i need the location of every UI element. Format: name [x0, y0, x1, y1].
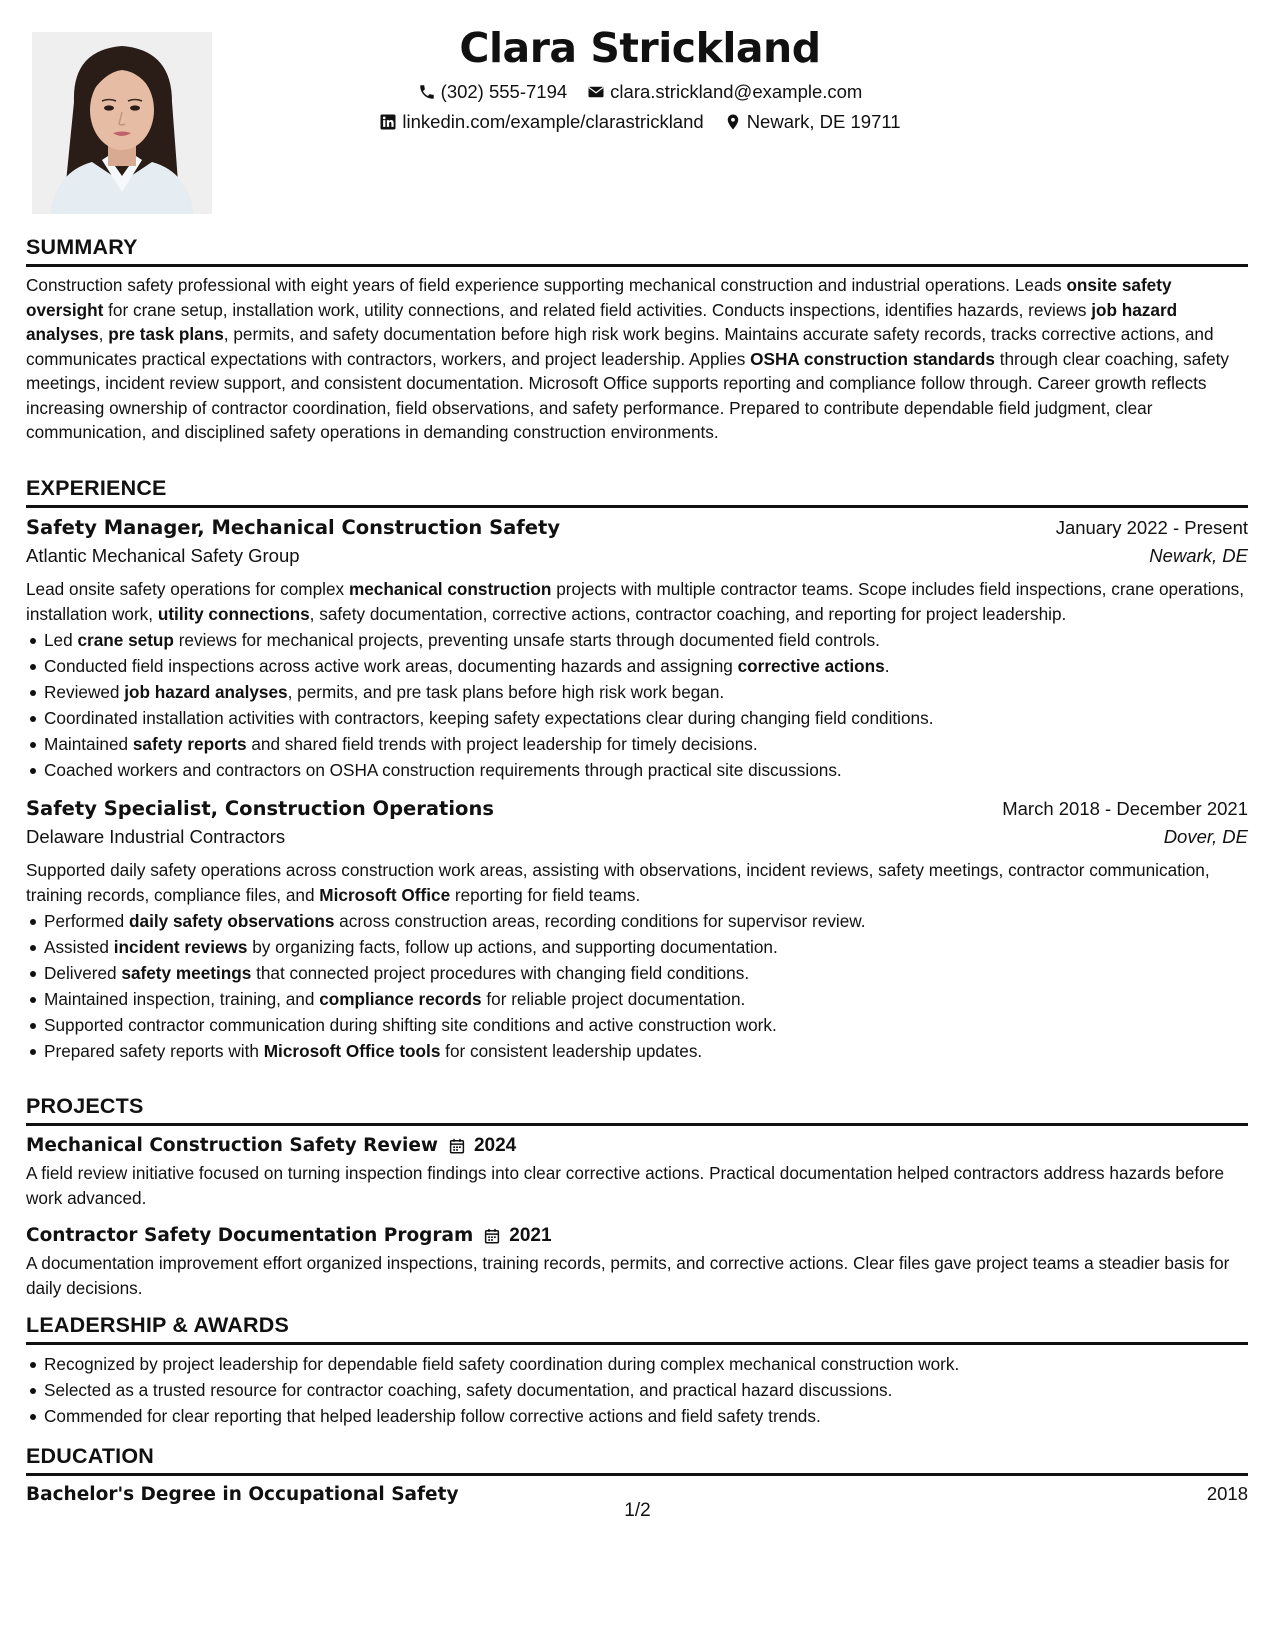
list-item: Coordinated installation activities with contractors, keeping safety expectations clear during changing field conditions. [44, 705, 1248, 731]
project-description: A field review initiative focused on turning inspection findings into clear corrective actions. Practical documentation helped contractors address hazards before work advanced. [26, 1163, 1225, 1208]
list-item: Assisted incident reviews by organizing facts, follow up actions, and supporting documentation. [44, 934, 1248, 960]
job-title: Safety Manager, Mechanical Construction Safety [26, 516, 561, 539]
graduation-year: 2018 [1206, 1483, 1248, 1504]
bold-keyword: crane setup [77, 630, 174, 650]
section-heading-summary: SUMMARY [26, 234, 1248, 267]
job-location: Dover, DE [1163, 826, 1248, 847]
bold-keyword: Microsoft Office [319, 884, 451, 905]
job-dates: January 2022 - Present [1055, 517, 1248, 538]
map-pin-icon [724, 113, 742, 131]
job-bullets [26, 908, 1248, 1064]
job-dates: March 2018 - December 2021 [1002, 798, 1248, 819]
calendar-icon [483, 1227, 501, 1245]
envelope-icon [587, 83, 605, 101]
phone-text: (302) 555-7194 [440, 81, 568, 102]
bold-keyword: safety reports [132, 734, 247, 754]
linkedin-contact[interactable] [379, 110, 703, 134]
bold-keyword: incident reviews [113, 937, 248, 957]
list-item: Coached workers and contractors on OSHA construction requirements through practical site discussions. [44, 757, 1248, 783]
location-contact [724, 110, 901, 134]
project-year-text: 2024 [473, 1135, 517, 1156]
job-entry [26, 795, 1248, 1064]
project-entry [26, 1132, 1248, 1210]
list-item: Maintained safety reports and shared field trends with project leadership for timely decisions. [44, 731, 1248, 757]
list-item: Conducted field inspections across active work areas, documenting hazards and assigning corrective actions. [44, 653, 1248, 679]
bold-keyword: OSHA construction standards [750, 348, 995, 369]
project-title: Contractor Safety Documentation Program [26, 1225, 474, 1246]
phone-icon [418, 83, 436, 101]
section-heading-education: EDUCATION [26, 1443, 1248, 1476]
list-item: Reviewed job hazard analyses, permits, and pre task plans before high risk work began. [44, 679, 1248, 705]
email-text: clara.strickland@example.com [610, 81, 863, 102]
list-item: Supported contractor communication during shifting site conditions and active construction work. [44, 1012, 1248, 1038]
list-item: Delivered safety meetings that connected project procedures with changing field conditions. [44, 960, 1248, 986]
bold-keyword: pre task plans [108, 324, 224, 344]
candidate-name: Clara Strickland [459, 24, 821, 72]
experience-section [26, 475, 1248, 1064]
job-entry [26, 514, 1248, 783]
list-item: Commended for clear reporting that helped leadership follow corrective actions and field safety trends. [44, 1403, 1248, 1429]
leadership-section [26, 1312, 1248, 1429]
section-heading-projects: PROJECTS [26, 1093, 1248, 1126]
degree-title: Bachelor's Degree in Occupational Safety [26, 1484, 459, 1505]
contact-line-2 [260, 110, 1020, 134]
leadership-bullets [26, 1351, 1248, 1429]
project-year [483, 1222, 551, 1250]
project-year [448, 1132, 516, 1160]
list-item: Recognized by project leadership for dependable field safety coordination during complex mechanical construction work. [44, 1351, 1248, 1377]
summary-text: Construction safety professional with eight years of field experience supporting mechanical construction and industrial operations. Leads onsite safety oversight for crane setup, installation work, utility connections, and related field activities. Conducts inspections, identifies hazards, reviews job hazard analyses, pre task plans, permits, and safety documentation before high risk work begins. Maintains accurate safety records, tracks corrective actions, and communicates practical expectations with contractors, workers, and project leadership. Applies OSHA construction standards through clear coaching, safety meetings, incident review support, and consistent documentation. Microsoft Office supports reporting and compliance follow through. Career growth reflects increasing ownership of contractor coordination, field observations, and safety performance. Prepared to contribute dependable field judgment, clear communication, and disciplined safety operations in demanding construction environments. [26, 275, 1230, 442]
project-title: Mechanical Construction Safety Review [26, 1135, 438, 1156]
calendar-icon [448, 1137, 466, 1155]
job-description: Supported daily safety operations across construction work areas, assisting with observations, incident reviews, safety meetings, contractor communication, training records, compliance files, and Microsoft Office reporting for field teams. [26, 860, 1210, 905]
project-description: A documentation improvement effort organized inspections, training records, permits, and corrective actions. Clear files gave project teams a steadier basis for daily decisions. [26, 1253, 1230, 1298]
list-item: Led crane setup reviews for mechanical projects, preventing unsafe starts through documented field controls. [44, 627, 1248, 653]
bold-keyword: mechanical construction [348, 579, 552, 599]
company-name: Delaware Industrial Contractors [26, 826, 286, 847]
job-bullets [26, 627, 1248, 783]
projects-section [26, 1093, 1248, 1300]
job-title: Safety Specialist, Construction Operations [26, 797, 494, 820]
bold-keyword: corrective actions [737, 656, 885, 676]
list-item: Selected as a trusted resource for contractor coaching, safety documentation, and practical hazard discussions. [44, 1377, 1248, 1403]
bold-keyword: utility connections [157, 603, 310, 624]
linkedin-icon [379, 113, 397, 131]
location-text: Newark, DE 19711 [746, 111, 901, 132]
project-year-text: 2021 [509, 1225, 552, 1246]
bold-keyword: job hazard analyses [124, 682, 288, 702]
portrait-image [32, 32, 212, 214]
section-heading-leadership: LEADERSHIP & AWARDS [26, 1312, 1248, 1345]
summary-section [26, 234, 1248, 445]
job-description: Lead onsite safety operations for complex mechanical construction projects with multiple contractor teams. Scope includes field inspections, crane operations, installation work, utility connections, safety documentation, corrective actions, contractor coaching, and reporting for project leadership. [26, 579, 1245, 624]
bold-keyword: Microsoft Office tools [263, 1041, 441, 1061]
page-number: 1/2 [624, 1500, 651, 1521]
company-name: Atlantic Mechanical Safety Group [26, 545, 300, 566]
list-item: Prepared safety reports with Microsoft Office tools for consistent leadership updates. [44, 1038, 1248, 1064]
project-entry [26, 1222, 1248, 1300]
phone-contact[interactable] [418, 80, 568, 104]
section-heading-experience: EXPERIENCE [26, 475, 1248, 508]
bold-keyword: compliance records [319, 989, 482, 1009]
email-contact[interactable] [587, 80, 862, 104]
bold-keyword: onsite safety oversight [26, 275, 1172, 320]
contact-line-1 [260, 80, 1020, 104]
bold-keyword: safety meetings [121, 963, 252, 983]
bold-keyword: job hazard analyses [26, 299, 1178, 344]
list-item: Performed daily safety observations across construction areas, recording conditions for supervisor review. [44, 908, 1248, 934]
resume-header [260, 20, 1020, 134]
list-item: Maintained inspection, training, and compliance records for reliable project documentation. [44, 986, 1248, 1012]
bold-keyword: daily safety observations [129, 911, 335, 931]
job-location: Newark, DE [1149, 545, 1248, 566]
profile-photo [32, 32, 212, 214]
linkedin-text: linkedin.com/example/clarastrickland [402, 111, 704, 132]
